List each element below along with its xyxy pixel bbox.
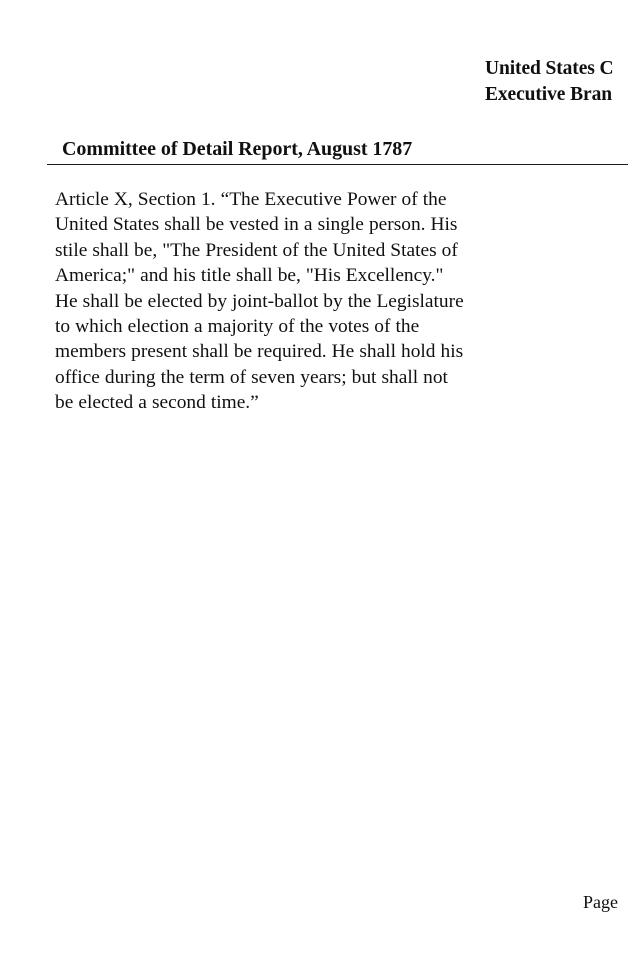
- horizontal-rule: [47, 164, 628, 165]
- header-line-subtitle: Executive Bran: [485, 83, 612, 105]
- document-body: [55, 187, 467, 416]
- header-line-title: United States C: [485, 58, 614, 79]
- section-heading-block: [47, 136, 628, 165]
- section-heading: Committee of Detail Report, August 1787: [62, 138, 413, 160]
- document-footer: [583, 891, 628, 913]
- page-number-label: Page: [583, 892, 618, 912]
- document-running-header: [485, 56, 628, 107]
- article-x-section-1-paragraph: Article X, Section 1. “The Executive Power of the United States shall be vested in a single person. His stile shall be, "The President of the United States of America;" and his title shall be, "His Excellency." He shall be elected by joint-ballot by the Legislature to which election a majority of the votes of the members present shall be required. He shall hold his office during the term of seven years; but shall not be elected a second time.”: [55, 189, 464, 414]
